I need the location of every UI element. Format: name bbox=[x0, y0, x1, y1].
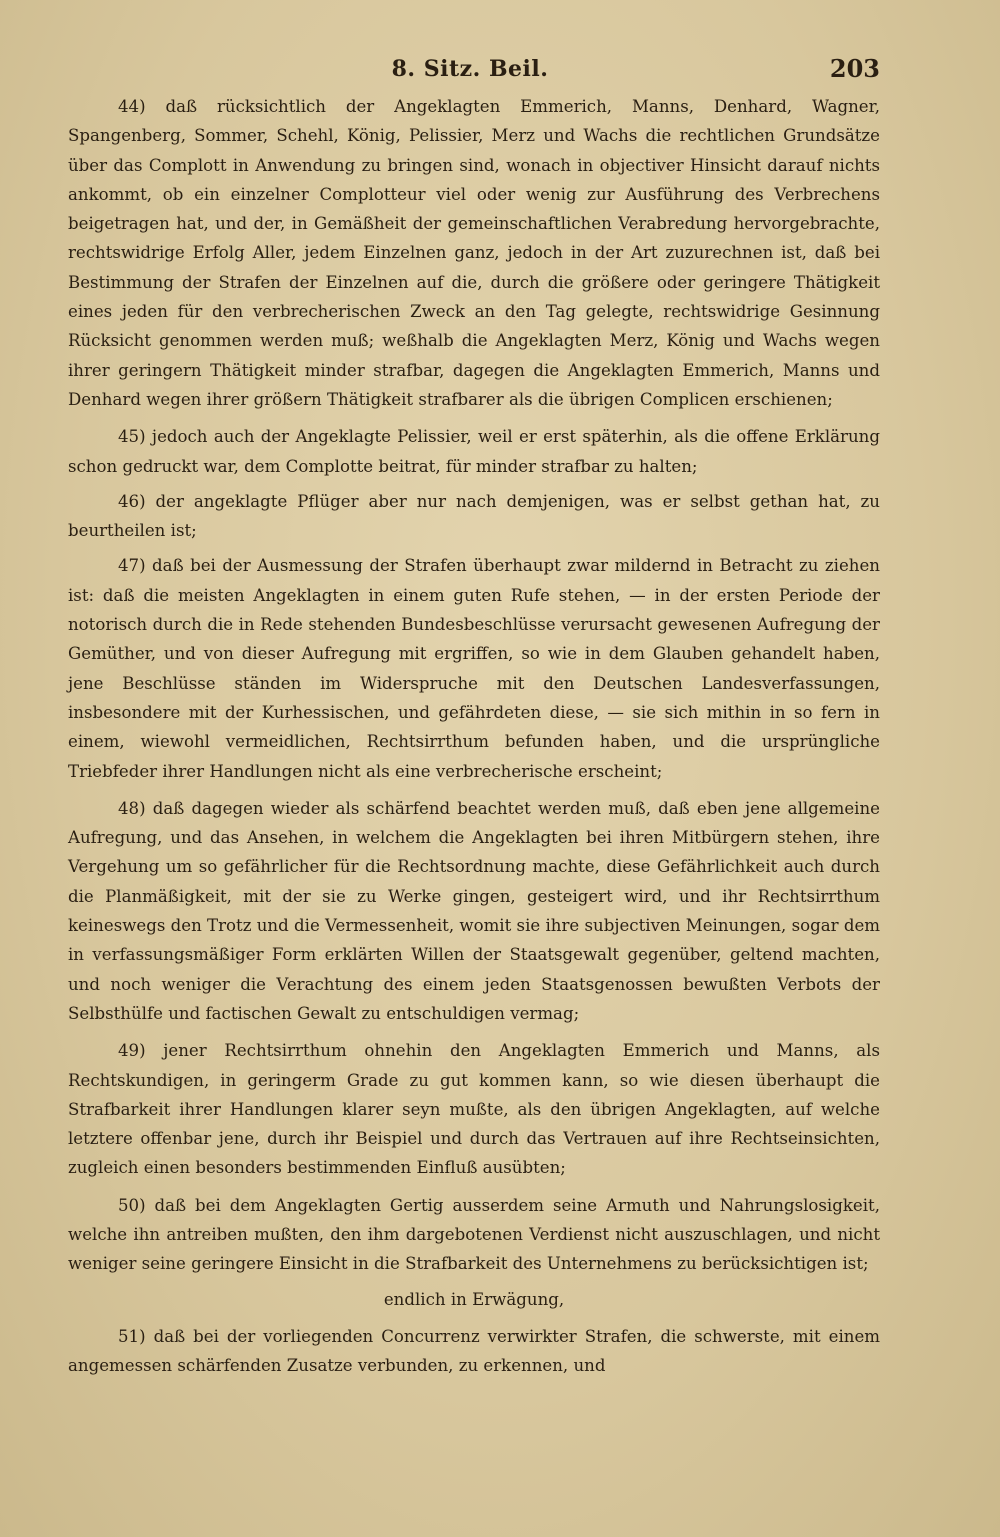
running-title: 8. Sitz. Beil. bbox=[391, 56, 549, 82]
page-header bbox=[60, 52, 880, 92]
paragraph-49: 49) jener Rechtsirrthum ohnehin den Angeklagten Emmerich und Manns, als Rechtskundigen, in geringerm Grade zu gut kommen kann, so wie diesen überhaupt die Strafbarkeit ihrer Handlungen klarer seyn mußte, als den übrigen Angeklagten, auf welche letztere offenbar jene, durch ihr Beispiel und durch das Vertrauen auf ihre Rechtseinsichten, zugleich einen besonders bestimmenden Einfluß ausübten; bbox=[68, 1041, 880, 1178]
page-number: 203 bbox=[829, 54, 880, 83]
paragraph-48: 48) daß dagegen wieder als schärfend beachtet werden muß, daß eben jene allgemeine Aufregung, und das Ansehen, in welchem die Angeklagten bei ihren Mitbürgern stehen, ihre Vergehung um so gefährlicher für die Rechtsordnung machte, diese Gefährlichkeit auch durch die Planmäßigkeit, mit der sie zu Werke gingen, gesteigert wird, und ihr Rechtsirrthum keineswegs den Trotz und die Vermessenheit, womit sie ihre subjectiven Meinungen, sogar dem in verfassungsmäßiger Form erklärten Willen der Staatsgewalt gegenüber, geltend machten, und noch weniger die Verachtung des einem jeden Staatsgenossen bewußten Verbots der Selbsthülfe und factischen Gewalt zu entschuldigen vermag; bbox=[68, 798, 880, 1023]
paragraph-45: 45) jedoch auch der Angeklagte Pelissier, weil er erst späterhin, als die offene Erklärung schon gedruckt war, dem Complotte beitrat, für minder strafbar zu halten; bbox=[68, 427, 880, 476]
paragraph-47: 47) daß bei der Ausmessung der Strafen überhaupt zwar mildernd in Betracht zu ziehen ist: daß die meisten Angeklagten in einem guten Rufe stehen, — in der ersten Periode der notorisch durch die in Rede stehenden Bundesbeschlüsse verursacht gewesenen Aufregung der Gemüther, und von dieser Aufregung mit ergriffen, so wie in dem Glauben gehandelt haben, jene Beschlüsse ständen im Widerspruche mit den Deutschen Landesverfassungen, insbesondere mit der Kurhessischen, und gefährdeten diese, — sie sich mithin in so fern in einem, wiewohl vermeidlichen, Rechtsirrthum befunden haben, und die ursprüngliche Triebfeder ihrer Handlungen nicht als eine verbrecherische erscheint; bbox=[68, 556, 880, 781]
paragraph-44: 44) daß rücksichtlich der Angeklagten Emmerich, Manns, Denhard, Wagner, Spangenberg, Sommer, Schehl, König, Pelissier, Merz und Wachs die rechtlichen Grundsätze über das Complott in Anwendung zu bringen sind, wonach in objectiver Hinsicht darauf nichts ankommt, ob ein einzelner Complotteur viel oder wenig zur Ausführung des Verbrechens beigetragen hat, und der, in Gemäßheit der gemeinschaftlichen Verabredung hervorgebrachte, rechtswidrige Erfolg Aller, jedem Einzelnen ganz, jedoch in der Art zuzurechnen ist, daß bei Bestimmung der Strafen der Einzelnen auf die, durch die größere oder geringere Thätigkeit eines jeden für den verbrecherischen Zweck an den Tag gelegte, rechtswidrige Gesinnung Rücksicht genommen werden muß; weßhalb die Angeklagten Merz, König und Wachs wegen ihrer geringern Thätigkeit minder strafbar, dagegen die Angeklagten Emmerich, Manns und Denhard wegen ihrer größern Thätigkeit strafbarer als die übrigen Complicen erschienen; bbox=[68, 97, 880, 409]
body-text bbox=[68, 92, 880, 1388]
paragraph-50: 50) daß bei dem Angeklagten Gertig ausserdem seine Armuth und Nahrungslosigkeit, welche ihn antreiben mußten, den ihm dargebotenen Verdienst nicht auszuschlagen, und nicht weniger seine geringere Einsicht in die Strafbarkeit des Unternehmens zu berücksichtigen ist; bbox=[68, 1195, 880, 1274]
paragraph-46: 46) der angeklagte Pflüger aber nur nach demjenigen, was er selbst gethan hat, zu beurtheilen ist; bbox=[68, 491, 880, 541]
paragraph-51: 51) daß bei der vorliegenden Concurrenz verwirkter Strafen, die schwerste, mit einem angemessen schärfenden Zusatze verbunden, zu erkennen, und bbox=[68, 1326, 880, 1376]
centered-clause: endlich in Erwägung, bbox=[383, 1289, 565, 1309]
